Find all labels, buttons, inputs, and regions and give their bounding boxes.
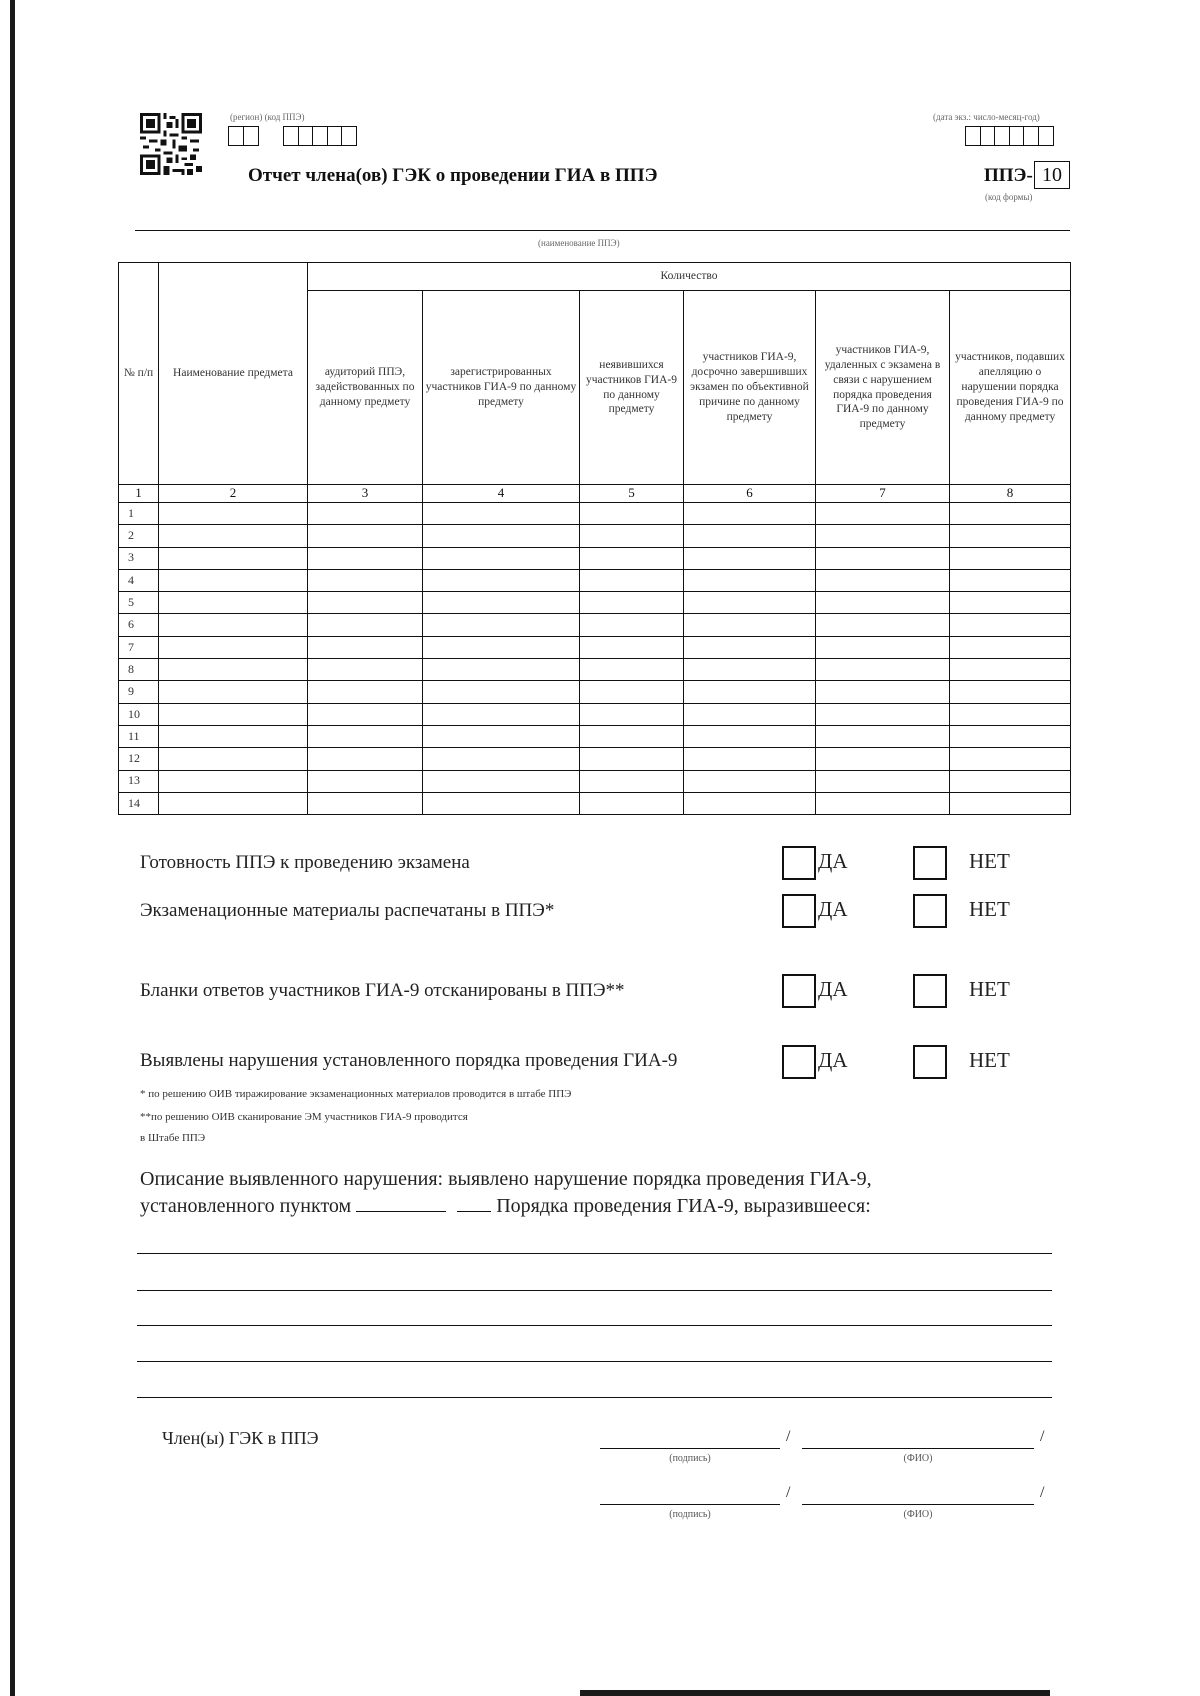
subject-cell[interactable] bbox=[159, 592, 308, 614]
name-caption: (ФИО) bbox=[903, 1509, 933, 1520]
quantity-cell[interactable] bbox=[950, 681, 1071, 703]
row-number: 12 bbox=[119, 748, 159, 770]
quantity-cell[interactable] bbox=[308, 725, 423, 747]
quantity-cell[interactable] bbox=[950, 770, 1071, 792]
quantity-cell[interactable] bbox=[950, 792, 1071, 814]
scanned-yes-checkbox[interactable] bbox=[782, 974, 816, 1008]
col-header-appeals: участников, подавших апелляцию о нарушении порядка проведения ГИА-9 по данному предмету bbox=[950, 291, 1071, 485]
footnote-scanning: **по решению ОИВ сканирование ЭМ участников ГИА-9 проводится bbox=[140, 1111, 468, 1123]
quantity-cell[interactable] bbox=[308, 525, 423, 547]
form-code-caption: (код формы) bbox=[985, 192, 1033, 202]
date-caption: (дата экз.: число-месяц-год) bbox=[933, 112, 1040, 122]
quantity-cell[interactable] bbox=[816, 792, 950, 814]
table-row bbox=[119, 725, 1071, 747]
column-number: 5 bbox=[580, 485, 684, 503]
quantity-cell[interactable] bbox=[684, 770, 816, 792]
row-number: 2 bbox=[119, 525, 159, 547]
quantity-cell[interactable] bbox=[816, 636, 950, 658]
violation-description-line2 bbox=[140, 1195, 871, 1218]
subject-cell[interactable] bbox=[159, 525, 308, 547]
row-number: 1 bbox=[119, 503, 159, 525]
description-line[interactable] bbox=[137, 1397, 1052, 1398]
ppe-code-field[interactable] bbox=[283, 126, 356, 151]
table-row bbox=[119, 636, 1071, 658]
subject-cell[interactable] bbox=[159, 614, 308, 636]
col-header-registered: зарегистрированных участников ГИА-9 по данному предмету bbox=[423, 291, 580, 485]
quantity-cell[interactable] bbox=[423, 636, 580, 658]
quantity-cell[interactable] bbox=[816, 614, 950, 636]
quantity-cell[interactable] bbox=[950, 569, 1071, 591]
quantity-cell[interactable] bbox=[580, 592, 684, 614]
quantity-cell[interactable] bbox=[423, 725, 580, 747]
violations-yes-checkbox[interactable] bbox=[782, 1045, 816, 1079]
quantity-cell[interactable] bbox=[684, 636, 816, 658]
column-number: 8 bbox=[950, 485, 1071, 503]
signature-field[interactable] bbox=[600, 1448, 780, 1449]
quantity-cell[interactable] bbox=[580, 681, 684, 703]
table-row bbox=[119, 681, 1071, 703]
quantity-cell[interactable] bbox=[423, 770, 580, 792]
row-number: 13 bbox=[119, 770, 159, 792]
subject-cell[interactable] bbox=[159, 748, 308, 770]
row-number: 5 bbox=[119, 592, 159, 614]
quantity-cell[interactable] bbox=[950, 592, 1071, 614]
quantity-cell[interactable] bbox=[423, 681, 580, 703]
scanned-no-label: НЕТ bbox=[969, 977, 1010, 1001]
column-number: 3 bbox=[308, 485, 423, 503]
form-code-prefix: ППЭ- bbox=[984, 165, 1033, 186]
quantity-cell[interactable] bbox=[580, 703, 684, 725]
readiness-yes-checkbox[interactable] bbox=[782, 846, 816, 880]
point-number-field[interactable] bbox=[356, 1195, 446, 1212]
quantity-cell[interactable] bbox=[423, 703, 580, 725]
separator-slash: / bbox=[1040, 1428, 1045, 1445]
quantity-cell[interactable] bbox=[423, 547, 580, 569]
row-number: 6 bbox=[119, 614, 159, 636]
printed-no-label: НЕТ bbox=[969, 897, 1010, 921]
quantity-cell[interactable] bbox=[308, 636, 423, 658]
signature-caption: (подпись) bbox=[669, 1509, 711, 1520]
quantity-cell[interactable] bbox=[423, 792, 580, 814]
quantity-cell[interactable] bbox=[308, 592, 423, 614]
col-header-removed: участников ГИА-9, удаленных с экзамена в связи с нарушением порядка проведения ГИА-9 по данному предмету bbox=[816, 291, 950, 485]
question-materials-printed: Экзаменационные материалы распечатаны в ППЭ* bbox=[140, 900, 555, 921]
col-header-number: № п/п bbox=[119, 263, 159, 485]
document-title: Отчет члена(ов) ГЭК о проведении ГИА в ППЭ bbox=[248, 165, 658, 186]
quantity-cell[interactable] bbox=[580, 748, 684, 770]
quantity-cell[interactable] bbox=[580, 792, 684, 814]
violation-description-line1: Описание выявленного нарушения: выявлено нарушение порядка проведения ГИА-9, bbox=[140, 1168, 872, 1190]
point-subnumber-field[interactable] bbox=[457, 1195, 491, 1212]
quantity-cell[interactable] bbox=[684, 725, 816, 747]
quantity-cell[interactable] bbox=[580, 725, 684, 747]
col-header-subject: Наименование предмета bbox=[159, 263, 308, 485]
subjects-table bbox=[118, 262, 1071, 815]
scanned-no-checkbox[interactable] bbox=[913, 974, 947, 1008]
quantity-cell[interactable] bbox=[580, 770, 684, 792]
footnote-scanning-cont: в Штабе ППЭ bbox=[140, 1132, 206, 1144]
quantity-cell[interactable] bbox=[308, 659, 423, 681]
col-header-early-finished: участников ГИА-9, досрочно завершивших экзамен по объективной причине по данному предмету bbox=[684, 291, 816, 485]
table-row bbox=[119, 770, 1071, 792]
quantity-cell[interactable] bbox=[308, 681, 423, 703]
exam-date-field[interactable] bbox=[965, 126, 1052, 151]
region-code-field[interactable] bbox=[228, 126, 257, 151]
quantity-cell[interactable] bbox=[950, 748, 1071, 770]
quantity-cell[interactable] bbox=[308, 748, 423, 770]
separator-slash: / bbox=[786, 1428, 791, 1445]
quantity-cell[interactable] bbox=[308, 770, 423, 792]
qr-code-icon bbox=[140, 113, 202, 175]
quantity-cell[interactable] bbox=[816, 770, 950, 792]
question-forms-scanned: Бланки ответов участников ГИА-9 отсканированы в ППЭ** bbox=[140, 980, 625, 1001]
quantity-cell[interactable] bbox=[423, 614, 580, 636]
description-line[interactable] bbox=[137, 1253, 1052, 1254]
quantity-cell[interactable] bbox=[950, 525, 1071, 547]
col-group-quantity: Количество bbox=[308, 263, 1071, 291]
gek-members-label: Член(ы) ГЭК в ППЭ bbox=[162, 1428, 319, 1448]
violations-yes-label: ДА bbox=[818, 1048, 848, 1072]
quantity-cell[interactable] bbox=[950, 547, 1071, 569]
subject-cell[interactable] bbox=[159, 703, 308, 725]
quantity-cell[interactable] bbox=[684, 659, 816, 681]
row-number: 7 bbox=[119, 636, 159, 658]
quantity-cell[interactable] bbox=[950, 659, 1071, 681]
ppe-name-caption: (наименование ППЭ) bbox=[538, 238, 620, 248]
separator-slash: / bbox=[786, 1484, 791, 1501]
name-field[interactable] bbox=[802, 1448, 1034, 1449]
quantity-cell[interactable] bbox=[308, 792, 423, 814]
table-row bbox=[119, 592, 1071, 614]
column-number: 4 bbox=[423, 485, 580, 503]
quantity-cell[interactable] bbox=[423, 525, 580, 547]
quantity-cell[interactable] bbox=[950, 614, 1071, 636]
footnote-printing: * по решению ОИВ тиражирование экзаменационных материалов проводится в штабе ППЭ bbox=[140, 1088, 572, 1100]
readiness-no-checkbox[interactable] bbox=[913, 846, 947, 880]
subject-cell[interactable] bbox=[159, 569, 308, 591]
subject-cell[interactable] bbox=[159, 636, 308, 658]
name-caption: (ФИО) bbox=[903, 1453, 933, 1464]
quantity-cell[interactable] bbox=[684, 592, 816, 614]
question-ppe-readiness: Готовность ППЭ к проведению экзамена bbox=[140, 852, 470, 873]
description-point-suffix: Порядка проведения ГИА-9, выразившееся: bbox=[496, 1195, 871, 1217]
printed-yes-checkbox[interactable] bbox=[782, 894, 816, 928]
quantity-cell[interactable] bbox=[423, 748, 580, 770]
quantity-cell[interactable] bbox=[308, 503, 423, 525]
subject-cell[interactable] bbox=[159, 725, 308, 747]
quantity-cell[interactable] bbox=[308, 547, 423, 569]
quantity-cell[interactable] bbox=[684, 614, 816, 636]
quantity-cell[interactable] bbox=[308, 614, 423, 636]
quantity-cell[interactable] bbox=[816, 569, 950, 591]
table-row bbox=[119, 659, 1071, 681]
table-row bbox=[119, 614, 1071, 636]
quantity-cell[interactable] bbox=[580, 569, 684, 591]
scan-bottom-edge bbox=[580, 1690, 1050, 1696]
quantity-cell[interactable] bbox=[684, 792, 816, 814]
quantity-cell[interactable] bbox=[684, 569, 816, 591]
quantity-cell[interactable] bbox=[308, 569, 423, 591]
quantity-cell[interactable] bbox=[684, 503, 816, 525]
quantity-cell[interactable] bbox=[308, 703, 423, 725]
ppe-name-field[interactable] bbox=[135, 230, 1070, 231]
violations-no-label: НЕТ bbox=[969, 1048, 1010, 1072]
violations-no-checkbox[interactable] bbox=[913, 1045, 947, 1079]
table-row bbox=[119, 703, 1071, 725]
quantity-cell[interactable] bbox=[950, 503, 1071, 525]
table-row bbox=[119, 792, 1071, 814]
quantity-cell[interactable] bbox=[950, 703, 1071, 725]
region-code-caption: (регион) (код ППЭ) bbox=[230, 112, 305, 122]
signature-field[interactable] bbox=[600, 1504, 780, 1505]
column-number: 6 bbox=[684, 485, 816, 503]
subject-cell[interactable] bbox=[159, 770, 308, 792]
quantity-cell[interactable] bbox=[684, 703, 816, 725]
quantity-cell[interactable] bbox=[580, 525, 684, 547]
quantity-cell[interactable] bbox=[684, 681, 816, 703]
quantity-cell[interactable] bbox=[816, 748, 950, 770]
readiness-no-label: НЕТ bbox=[969, 849, 1010, 873]
form-code-number: 10 bbox=[1034, 161, 1070, 189]
subject-cell[interactable] bbox=[159, 547, 308, 569]
printed-yes-label: ДА bbox=[818, 897, 848, 921]
quantity-cell[interactable] bbox=[816, 681, 950, 703]
table-row bbox=[119, 503, 1071, 525]
quantity-cell[interactable] bbox=[816, 503, 950, 525]
column-numbers-row bbox=[119, 485, 1071, 503]
name-field[interactable] bbox=[802, 1504, 1034, 1505]
printed-no-checkbox[interactable] bbox=[913, 894, 947, 928]
quantity-cell[interactable] bbox=[423, 503, 580, 525]
quantity-cell[interactable] bbox=[816, 703, 950, 725]
separator-slash: / bbox=[1040, 1484, 1045, 1501]
quantity-cell[interactable] bbox=[580, 503, 684, 525]
question-violations-found: Выявлены нарушения установленного порядка проведения ГИА-9 bbox=[140, 1050, 678, 1071]
quantity-cell[interactable] bbox=[423, 659, 580, 681]
quantity-cell[interactable] bbox=[580, 636, 684, 658]
quantity-cell[interactable] bbox=[423, 592, 580, 614]
quantity-cell[interactable] bbox=[684, 547, 816, 569]
description-point-prefix: установленного пунктом bbox=[140, 1195, 352, 1217]
quantity-cell[interactable] bbox=[950, 636, 1071, 658]
table-row bbox=[119, 525, 1071, 547]
subject-cell[interactable] bbox=[159, 659, 308, 681]
table-row bbox=[119, 748, 1071, 770]
row-number: 10 bbox=[119, 703, 159, 725]
description-line[interactable] bbox=[137, 1361, 1052, 1362]
quantity-cell[interactable] bbox=[684, 525, 816, 547]
row-number: 11 bbox=[119, 725, 159, 747]
signature-caption: (подпись) bbox=[669, 1453, 711, 1464]
quantity-cell[interactable] bbox=[816, 547, 950, 569]
subject-cell[interactable] bbox=[159, 681, 308, 703]
subject-cell[interactable] bbox=[159, 503, 308, 525]
subject-cell[interactable] bbox=[159, 792, 308, 814]
quantity-cell[interactable] bbox=[816, 725, 950, 747]
quantity-cell[interactable] bbox=[684, 748, 816, 770]
column-number: 1 bbox=[119, 485, 159, 503]
row-number: 9 bbox=[119, 681, 159, 703]
quantity-cell[interactable] bbox=[816, 592, 950, 614]
quantity-cell[interactable] bbox=[950, 725, 1071, 747]
scanned-yes-label: ДА bbox=[818, 977, 848, 1001]
quantity-cell[interactable] bbox=[816, 525, 950, 547]
table-row bbox=[119, 547, 1071, 569]
scan-edge bbox=[10, 0, 15, 1696]
col-header-absent: неявившихся участников ГИА-9 по данному предмету bbox=[580, 291, 684, 485]
column-number: 7 bbox=[816, 485, 950, 503]
row-number: 14 bbox=[119, 792, 159, 814]
table-row bbox=[119, 569, 1071, 591]
quantity-cell[interactable] bbox=[423, 569, 580, 591]
readiness-yes-label: ДА bbox=[818, 849, 848, 873]
quantity-cell[interactable] bbox=[580, 614, 684, 636]
quantity-cell[interactable] bbox=[816, 659, 950, 681]
description-line[interactable] bbox=[137, 1290, 1052, 1291]
quantity-cell[interactable] bbox=[580, 547, 684, 569]
row-number: 3 bbox=[119, 547, 159, 569]
row-number: 4 bbox=[119, 569, 159, 591]
quantity-cell[interactable] bbox=[580, 659, 684, 681]
row-number: 8 bbox=[119, 659, 159, 681]
description-line[interactable] bbox=[137, 1325, 1052, 1326]
column-number: 2 bbox=[159, 485, 308, 503]
col-header-auditoriums: аудиторий ППЭ, задействованных по данному предмету bbox=[308, 291, 423, 485]
